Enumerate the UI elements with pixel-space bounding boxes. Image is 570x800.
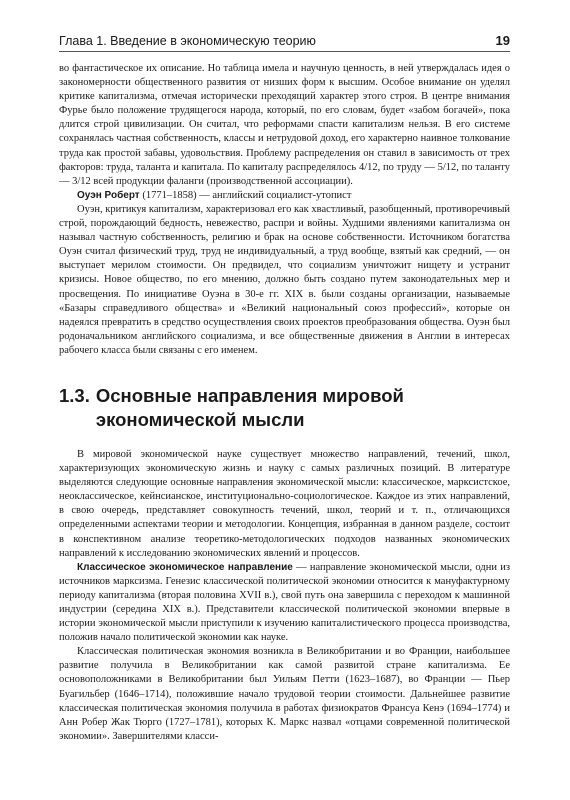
section-heading [59,384,510,432]
classical-term: Классическое экономическое направление [77,561,293,573]
page-number: 19 [495,33,510,48]
page-body [59,62,510,792]
paragraph-intro: В мировой экономической науке существует множество направлений, течений, школ, характеризующих экономическую жизнь и науку с самых различных позиций. В литературе выделяются следующие основные направления экономической мысли: классическое, марксистское, неоклассическое, кейнсианское, институционально-социологическое. Каждое из этих направлений, в свою очередь, представляет совокупность течений, школ, теорий и т. п., отличающихся определенными аспектами теории и методологии. Концепция, избранная в данном разделе, состоит в конспективном анализе теоретико-методологических подходов названных экономических направлений к исследованию экономических явлений и процессов. [59,448,510,559]
owen-desc: — английский социалист-утопист [199,189,352,201]
owen-name: Оуэн Роберт [77,189,140,201]
section-number: 1.3. [59,384,90,406]
chapter-title: Глава 1. Введение в экономическую теорию [59,34,316,48]
owen-dates: (1771–1858) [142,189,197,201]
paragraph-owen: Оуэн, критикуя капитализм, характеризовал его как хвастливый, разобщенный, противоречивый строй, порождающий бедность, невежество, распри и войны. Худшими явлениями капитализма он называл частную собственность, религию и брак на основе собственности. Источником богатства Оуэн считал физический труд, труд не индивидуальный, а труд вообще, взятый как средний, — он выступает мерилом стоимости. Он предвидел, что социализм уничтожит нищету и устранит кризисы. Новое общество, по его мнению, должно быть создано путем законодательных мер и просвещения. По инициативе Оуэна в 30-е гг. XIX в. были созданы организации, называемые «Базары справедливого общества» и «Великий национальный союз профессий», которые он надеялся превратить в средство осуществления своих проектов преобразования общества. Оуэн был родоначальником английского социализма, и все общественные движения в Англии в интересах рабочего класса были связаны с его именем. [59,203,510,356]
paragraph-classical [59,561,510,646]
paragraph-fourier: во фантастическое их описание. Но таблица имела и научную ценность, в ней утверждалась идея о закономерности общественного развития от низших форм к высшим. Особое внимание он уделял критике капитализма, отмечая исторически преходящий характер этого строя. В центре внимания Фурье было положение трудящегося народа, который, по его словам, будет «забом богачей», пока длится строй цивилизации. Он считал, что реформами спасти капитализм нельзя. В его системе сохранялась частная собственность, классы и нетрудовой доход, его характерно наивное толкование труда как простой забавы, удовольствия. Проблему распределения он ставил в зависимость от трех факторов: труда, таланта и капитала. По капиталу распределялось 4/12, по труду — 5/12, по таланту — 3/12 всей продукции фаланги (производственной ассоциации). [59,63,510,187]
section-title: Основные направления мировой экономической мысли [95,384,404,430]
classical-text: — направление экономической мысли, одни из источников марксизма. Генезис классической политической экономии относится к мануфактурному периоду капитализма (вторая половина XVII в.), свой путь она завершила с переходом к машинной индустрии (середина XIX в.). Представители классической политической экономии впервые в истории экономической мысли приступили к изучению капиталистического процесса производства, положив начало политической экономии как науке. [59,561,510,644]
owen-heading [59,189,510,203]
paragraph-classical-history: Классическая политическая экономия возникла в Великобритании и во Франции, наибольшее развитие получила в Великобритании как самой развитой стране капитализма. Ее основоположниками в Великобритании был Уильям Петти (1623–1687), во Франции — Пьер Буагильбер (1646–1714), положившие начало трудовой теории стоимости. Дальнейшее развитие классическая политическая экономия получила в работах физиократов Франсуа Кенэ (1694–1774) и Анн Робер Жак Тюрго (1727–1781), которых К. Маркс назвал «отцами современной политической экономии». Завершителями класси- [59,646,510,742]
running-header [59,26,510,52]
